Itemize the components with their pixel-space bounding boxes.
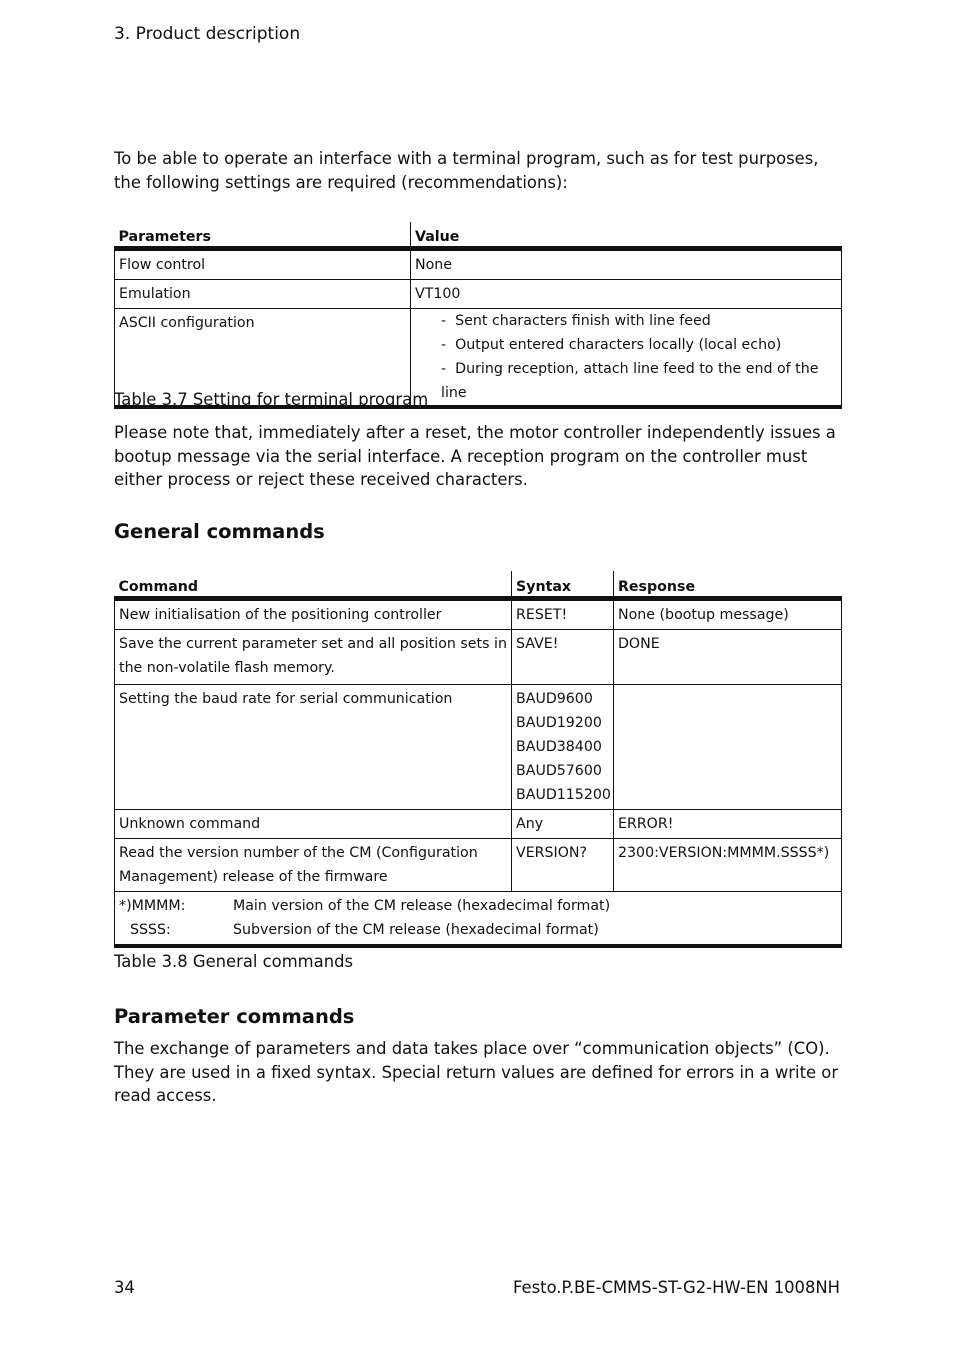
table-cell: Flow control bbox=[115, 248, 411, 279]
bullet-list bbox=[411, 308, 842, 407]
table-cell: VERSION? bbox=[512, 838, 614, 891]
table-caption: Table 3.8 General commands bbox=[114, 952, 354, 971]
column-header: Parameters bbox=[115, 222, 411, 248]
column-header: Value bbox=[411, 222, 842, 248]
syntax-option: BAUD38400 bbox=[516, 738, 602, 755]
column-header: Response bbox=[614, 571, 842, 598]
syntax-option: BAUD9600 bbox=[516, 690, 593, 707]
table-header-row bbox=[115, 222, 842, 248]
syntax-option: BAUD19200 bbox=[516, 714, 602, 731]
table-cell: DONE bbox=[614, 629, 842, 684]
table-cell: SAVE! bbox=[512, 629, 614, 684]
table-cell: ASCII configuration bbox=[115, 308, 411, 407]
table-cell: Unknown command bbox=[115, 809, 512, 838]
list-item: - Sent characters finish with line feed bbox=[441, 312, 711, 329]
parameter-paragraph: The exchange of parameters and data takes place over “communication objects” (CO). They are used in a fixed syntax. Special return values are defined for errors in a write or read access. bbox=[114, 1039, 839, 1105]
table-cell: Any bbox=[512, 809, 614, 838]
table-cell: Save the current parameter set and all position sets in the non-volatile flash memory. bbox=[115, 629, 512, 684]
column-header: Syntax bbox=[512, 571, 614, 598]
table-header-row bbox=[115, 571, 842, 598]
table-row bbox=[115, 598, 842, 629]
syntax-option: BAUD57600 bbox=[516, 762, 602, 779]
list-item: - During reception, attach line feed to the end of the line bbox=[441, 360, 819, 401]
table-row bbox=[115, 838, 842, 891]
table-cell: Emulation bbox=[115, 279, 411, 308]
footnote-cell bbox=[115, 891, 842, 946]
section-heading: General commands bbox=[114, 520, 325, 543]
table-cell bbox=[614, 684, 842, 809]
footnote: *)MMMM: Main version of the CM release (hexadecimal format) bbox=[119, 897, 611, 914]
terminal-settings-table bbox=[114, 222, 842, 409]
table-row bbox=[115, 279, 842, 308]
table-caption: Table 3.7 Setting for terminal program bbox=[114, 390, 429, 409]
section-heading: Parameter commands bbox=[114, 1005, 355, 1028]
page-number: 34 bbox=[114, 1278, 135, 1297]
table-cell: None bbox=[411, 248, 842, 279]
table-row bbox=[115, 629, 842, 684]
footnote: SSSS: Subversion of the CM release (hexadecimal format) bbox=[130, 921, 599, 938]
syntax-option: BAUD115200 bbox=[516, 786, 611, 803]
table-row bbox=[115, 248, 842, 279]
footnote-row bbox=[115, 891, 842, 946]
document-id: Festo.P.BE-CMMS-ST-G2-HW-EN 1008NH bbox=[512, 1278, 840, 1297]
table-cell: Setting the baud rate for serial communication bbox=[115, 684, 512, 809]
intro-paragraph: To be able to operate an interface with a terminal program, such as for test purposes, the following settings are required (recommendations): bbox=[114, 149, 819, 192]
table-row bbox=[115, 809, 842, 838]
table-cell: New initialisation of the positioning controller bbox=[115, 598, 512, 629]
table-cell: 2300:VERSION:MMMM.SSSS*) bbox=[614, 838, 842, 891]
table-row bbox=[115, 684, 842, 809]
running-header: 3. Product description bbox=[114, 24, 301, 44]
column-header: Command bbox=[115, 571, 512, 598]
table-cell: RESET! bbox=[512, 598, 614, 629]
table-cell: Read the version number of the CM (Configuration Management) release of the firmware bbox=[115, 838, 512, 891]
note-paragraph: Please note that, immediately after a reset, the motor controller independently issues a bootup message via the serial interface. A reception program on the controller must either process or reject these received characters. bbox=[114, 423, 836, 489]
table-cell: ERROR! bbox=[614, 809, 842, 838]
table-cell: None (bootup message) bbox=[614, 598, 842, 629]
list-item: - Output entered characters locally (local echo) bbox=[441, 336, 782, 353]
table-cell: VT100 bbox=[411, 279, 842, 308]
general-commands-table bbox=[114, 571, 842, 948]
table-cell bbox=[512, 684, 614, 809]
